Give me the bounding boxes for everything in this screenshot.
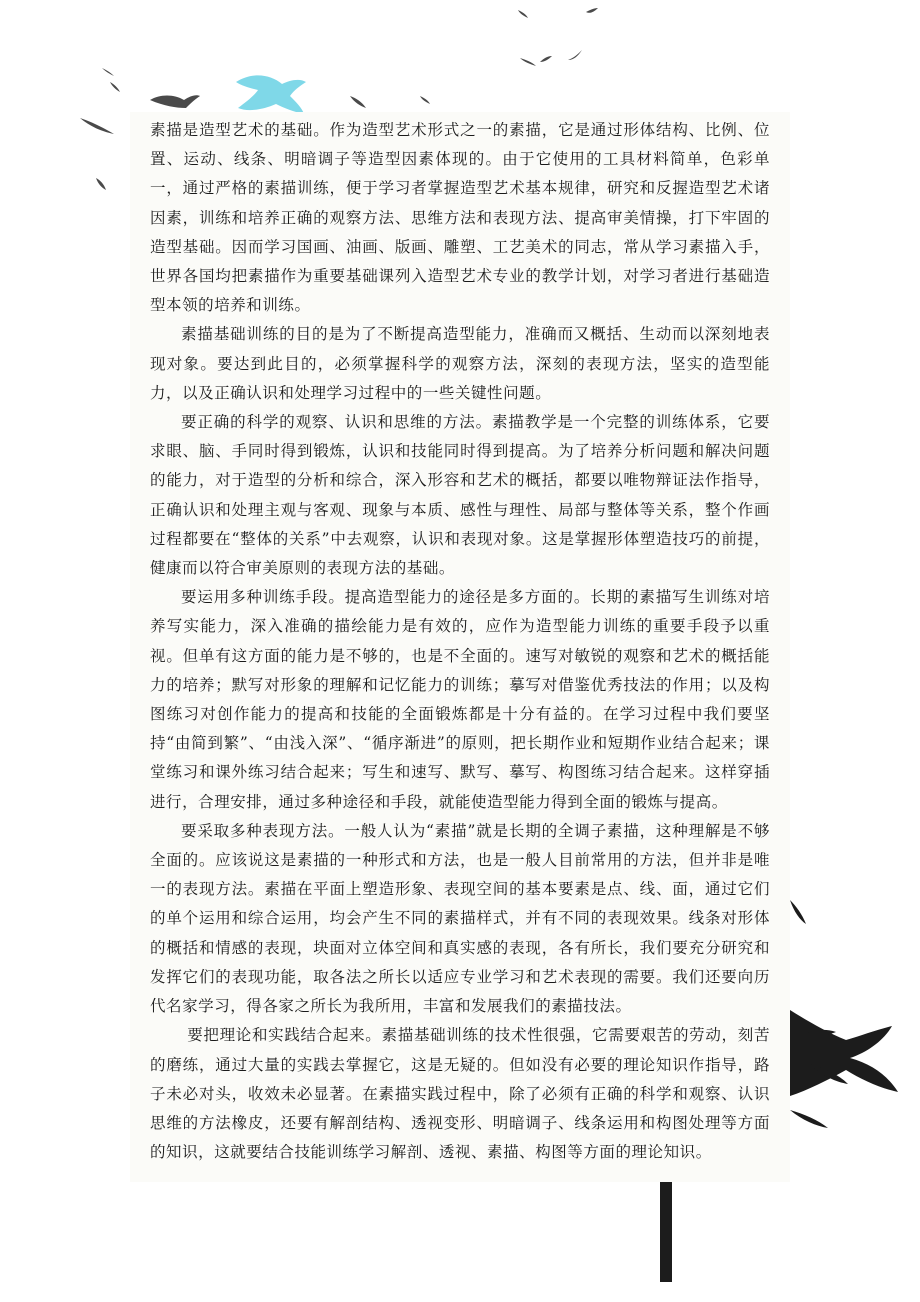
bird-cyan-icon: [236, 75, 306, 114]
paragraph-2: 素描基础训练的目的是为了不断提高造型能力，准确而又概括、生动而以深刻地表现对象。要达到此目的，必须掌握科学的观察方法，深刻的表现方法，坚实的造型能力，以及正确认识和处理学习过程中的一些关键性问题。: [150, 325, 770, 402]
paragraph-4: 要运用多种训练手段。提高造型能力的途径是多方面的。长期的素描写生训练对培养写实能力，深入准确的描绘能力是有效的，应作为造型能力训练的重要手段予以重视。但单有这方面的能力是不够的，也是不全面的。速写对敏锐的观察和艺术的概括能力的培养；默写对形象的理解和记忆能力的训练；摹写对借鉴优秀技法的作用；以及构图练习对创作能力的提高和技能的全面锻炼都是十分有益的。在学习过程中我们要坚持“由简到繁”、“由浅入深”、“循序渐进”的原则，把长期作业和短期作业结合起来；课堂练习和课外练习结合起来；写生和速写、默写、摹写、构图练习结合起来。这样穿插进行，合理安排，通过多种途径和手段，就能使造型能力得到全面的锻炼与提高。: [150, 588, 770, 811]
document-page: [130, 112, 790, 1182]
paragraph-6: 要把理论和实践结合起来。素描基础训练的技术性很强，它需要艰苦的劳动，刻苦的磨练，通过大量的实践去掌握它，这是无疑的。但如没有必要的理论知识作指导，路子未必对头，收效未必显著。在素描实践过程中，除了必须有正确的科学和观察、认识思维的方法橡皮，还要有解剖结构、透视变形、明暗调子、线条运用和构图处理等方面的知识，这就要结合技能训练学习解剖、透视、素描、构图等方面的理论知识。: [150, 1026, 770, 1162]
paragraph-5: 要采取多种表现方法。一般人认为“素描”就是长期的全调子素描，这种理解是不够全面的。应该说这是素描的一种形式和方法，也是一般人目前常用的方法，但并非是唯一的表现方法。素描在平面上塑造形象、表现空间的基本要素是点、线、面，通过它们的单个运用和综合运用，均会产生不同的素描样式，并有不同的表现效果。线条对形体的概括和情感的表现，块面对立体空间和真实感的表现，各有所长，我们要充分研究和发挥它们的表现功能，取各法之所长以适应专业学习和艺术表现的需要。我们还要向历代名家学习，得各家之所长为我所用，丰富和发展我们的素描技法。: [150, 821, 770, 1016]
paragraph-3: 要正确的科学的观察、认识和思维的方法。素描教学是一个完整的训练体系，它要求眼、脑、手同时得到锻炼，认识和技能同时得到提高。为了培养分析问题和解决问题的能力，对于造型的分析和综合，深入形容和艺术的概括，都要以唯物辩证法作指导，正确认识和处理主观与客观、现象与本质、感性与理性、局部与整体等关系，整个作画过程都要在“整体的关系”中去观察，认识和表现对象。这是掌握形体塑造技巧的前提，健康而以符合审美原则的表现方法的基础。: [150, 413, 770, 578]
paragraph-1: 素描是造型艺术的基础。作为造型艺术形式之一的素描，它是通过形体结构、比例、位置、运动、线条、明暗调子等造型因素体现的。由于它使用的工具材料简单，色彩单一，通过严格的素描训练，便于学习者掌握造型艺术基本规律，研究和反握造型艺术诸因素，训练和培养正确的观察方法、思维方法和表现方法、提高审美情操，打下牢固的造型基础。因而学习国画、油画、版画、雕塑、工艺美术的同志，常从学习素描入手，世界各国均把素描作为重要基础课列入造型艺术专业的教学计划，对学习者进行基础造型本领的培养和训练。: [150, 121, 770, 315]
